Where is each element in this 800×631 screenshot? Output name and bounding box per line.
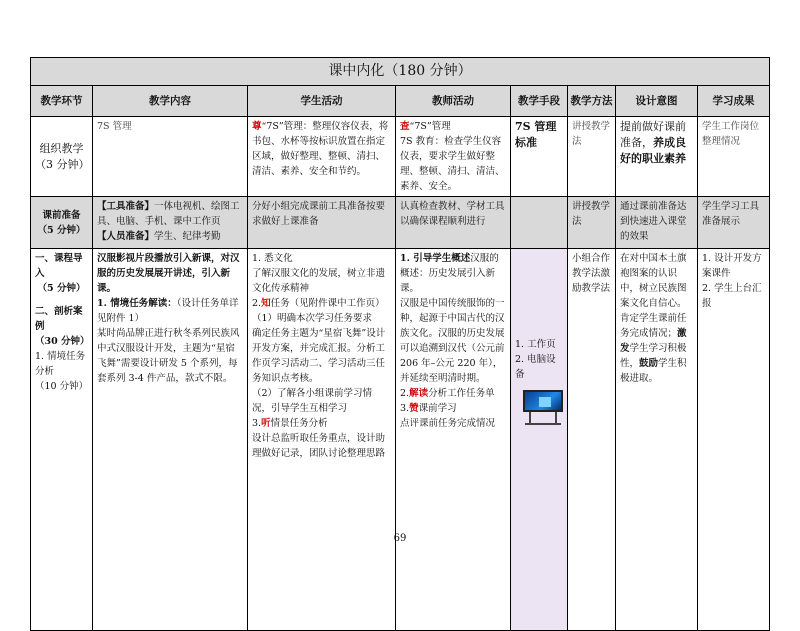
outcome-line: 2. 学生上台汇报 [702,283,762,309]
lesson-plan-document [30,57,769,631]
intent-emphasis: 鼓励 [639,358,659,369]
stage-label: 组织教学 [39,141,84,155]
activity-num: 3. [400,403,410,414]
stage-cell [31,197,93,249]
content-intro: 汉服影视片段播放引入新课，对汉服的历史发展展开讲述，引入新课。 [97,253,240,294]
activity-line: （2）了解各小组课前学习情况，引导学生互相学习 [252,388,373,414]
table-row [31,197,770,249]
outcome-line: 1. 设计开发方案课件 [702,253,762,279]
means-cell [511,197,568,249]
activity-line: 分析工作任务单 [428,388,495,399]
intent-emphasis: 养成良好的职业素养 [620,136,686,165]
teacher-activity-cell [396,117,511,197]
lesson-plan-table [30,57,770,631]
activity-line: 1. 悉文化 [252,253,293,264]
student-activity-cell: 分好小组完成课前工具准备按要求做好上课准备 [248,197,396,249]
outcome-cell: 学生工作岗位整理情况 [698,117,770,197]
activity-line: 汉服是中国传统服饰的一种，起源于中国古代的汉族文化。汉服的历史发展可以追溯到汉代（公元前 206 年–公元 220 年），并延续至明清时期。 [400,298,505,384]
keyword-mark: 知 [261,298,271,309]
keyword-mark: 查 [400,121,410,132]
stage-cell [31,117,93,197]
table-row [31,249,770,631]
activity-line: 情景任务分析 [270,418,328,429]
header-means: 教学手段 [511,86,568,117]
stage-label: 二、剖析案例 [35,306,83,332]
header-student-activity: 学生活动 [248,86,396,117]
activity-num: 2. [400,388,410,399]
student-activity-cell [248,249,396,631]
teacher-activity-line: “7S”管理 [409,121,451,132]
content-task-note: （设计任务单详见附件 1） [97,298,239,324]
header-content: 教学内容 [93,86,248,117]
method-cell: 讲授教学法 [568,117,616,197]
activity-num: 3. [252,418,262,429]
content-task-body: 某时尚品牌正进行秋冬系列民族风中式汉服设计开发，主题为“星宿飞舞”需要设计研发 5 个系列，每套系列 3-4 件产品，款式不限。 [97,328,240,384]
table-title: 课中内化（180 分钟） [31,58,770,86]
header-stage: 教学环节 [31,86,93,117]
activity-num: 2. [252,298,262,309]
header-intent: 设计意图 [616,86,698,117]
stage-time: （5 分钟） [37,224,86,236]
means-line: 1. 工作页 [515,339,556,350]
page-number: 69 [393,533,407,544]
activity-line: 课前学习 [418,403,457,414]
teacher-activity-cell: 认真检查教材、学材工具以确保课程顺利进行 [396,197,511,249]
keyword-mark: 听 [261,418,271,429]
intent-cell [616,249,698,631]
stage-time: （5 分钟） [37,283,86,294]
intent-line: 学生学习积极性， [620,343,687,369]
teacher-activity-cell [396,249,511,631]
means-cell: 7S 管理标准 [511,117,568,197]
stage-cell [31,249,93,631]
intent-emphasis: 激发 [620,328,687,354]
means-line: 2. 电脑设备 [515,354,556,380]
activity-emphasis: 1. 引导学生概述 [400,253,471,264]
header-row [31,86,770,117]
teacher-activity-text: 7S 教育：检查学生仪容仪表，要求学生做好整理、整顿、清扫、清洁、素养、安全。 [400,136,505,192]
activity-line: 点评课前任务完成情况 [400,418,496,429]
activity-line: 任务（见附件课中工作页） [270,298,385,309]
activity-line: 确定任务主题为“星宿飞舞”设计开发方案，并完成汇报。分析工作页学习活动二、学习活动三任务知识点考核。 [252,328,386,384]
content-cell [93,197,248,249]
intent-line: 肯定学生课前任务完成情况； [620,313,687,339]
activity-line: （1）明确本次学习任务要求 [252,313,373,324]
content-task-title: 1. 情境任务解读： [97,298,177,309]
stage-time: （10 分钟） [35,381,89,392]
tv-monitor-icon [523,390,563,420]
content-cell [93,249,248,631]
content-text: 一体电视机、绘图工具、电脑、手机、课中工作页 [97,201,240,227]
activity-line: 设计总监听取任务重点，设计助理做好记录，团队讨论整理思路 [252,433,386,459]
means-cell [511,249,568,631]
header-teacher-activity: 教师活动 [396,86,511,117]
intent-line: 学生积极进取。 [620,358,687,384]
keyword-mark: 解读 [409,388,429,399]
student-activity-cell [248,117,396,197]
keyword-mark: 赞 [409,403,419,414]
header-outcome: 学习成果 [698,86,770,117]
intent-text: 提前做好课前准备， [620,120,686,149]
intent-cell [616,117,698,197]
outcome-cell: 学生学习工具准备展示 [698,197,770,249]
method-cell: 小组合作教学法激励教学法 [568,249,616,631]
table-row [31,117,770,197]
content-tag: 【工具准备】 [97,201,155,212]
intent-cell: 通过课前准备达到快速进入课堂的效果 [616,197,698,249]
stage-time: （30 分钟） [35,336,90,347]
content-cell: 7S 管理 [93,117,248,197]
activity-line: 了解汉服文化的发展，树立非遗文化传承精神 [252,268,386,294]
content-tag: 【人员准备】 [97,231,155,242]
outcome-cell [698,249,770,631]
stage-label: 一、课程导入 [35,253,83,279]
activity-line: 汉服的概述：历史发展引入新课。 [400,253,499,294]
intent-line: 在对中国本土旗袍图案的认识中，树立民族图案文化自信心。 [620,253,687,309]
stage-label: 1. 情境任务分析 [35,351,86,377]
student-activity-text: “7S”管理：整理仪容仪表，将书包、水杯等按标识放置在指定区域，做好整理、整顿、清扫、清洁、素养、安全和节约。 [252,121,389,177]
header-method: 教学方法 [568,86,616,117]
keyword-mark: 尊 [252,121,262,132]
content-text: 学生、纪律考勤 [154,231,221,242]
stage-time: （3 分钟） [35,157,90,171]
stage-label: 课前准备 [42,209,81,221]
method-cell: 讲授教学法 [568,197,616,249]
